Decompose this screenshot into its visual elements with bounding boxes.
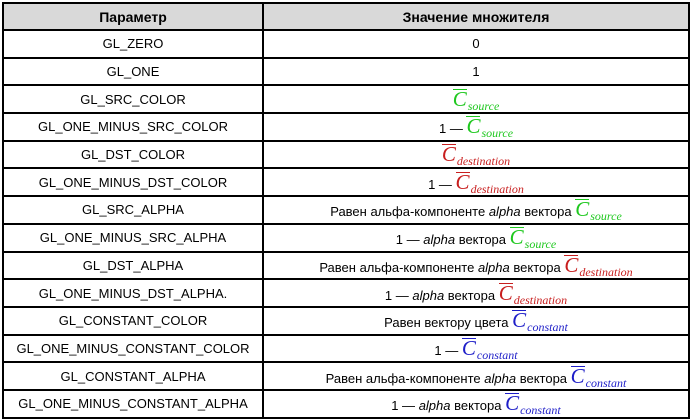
vector-c-source xyxy=(466,114,514,141)
param-cell: GL_ONE xyxy=(3,58,263,86)
vector-c-source xyxy=(575,197,622,224)
vector-letter: C xyxy=(512,308,527,333)
alpha-word: alpha xyxy=(412,287,445,303)
table-row xyxy=(3,252,689,280)
alpha-word: alpha xyxy=(477,259,510,275)
one-minus-text: 1 — xyxy=(384,287,409,303)
param-cell: GL_ONE_MINUS_DST_ALPHA. xyxy=(3,279,263,307)
vector-of-text: вектора xyxy=(519,370,568,386)
vector-c-constant xyxy=(570,363,627,390)
vector-letter: C xyxy=(575,197,590,222)
vector-c-source xyxy=(452,86,500,113)
vector-letter: C xyxy=(570,363,585,388)
value-cell xyxy=(263,224,689,252)
equal-alpha-text: Равен альфа-компоненте xyxy=(325,370,481,386)
alpha-word: alpha xyxy=(423,232,456,248)
param-cell: GL_ONE_MINUS_SRC_COLOR xyxy=(3,113,263,141)
vector-of-text: вектора xyxy=(524,204,572,220)
vector-subscript: destination xyxy=(470,181,524,196)
value-cell xyxy=(263,168,689,196)
vector-subscript: source xyxy=(467,98,500,113)
value-cell xyxy=(263,30,689,58)
equal-alpha-text: Равен альфа-компоненте xyxy=(330,204,486,220)
param-cell: GL_CONSTANT_ALPHA xyxy=(3,362,263,390)
value-cell xyxy=(263,141,689,169)
vector-of-text: вектора xyxy=(447,287,496,303)
table-row xyxy=(3,85,689,113)
vector-letter: C xyxy=(461,335,476,360)
vector-c-constant xyxy=(461,335,518,362)
param-cell: GL_ZERO xyxy=(3,30,263,58)
value-cell xyxy=(263,335,689,363)
vector-subscript: source xyxy=(481,126,514,141)
param-cell: GL_SRC_ALPHA xyxy=(3,196,263,224)
vector-letter: C xyxy=(498,280,513,305)
vector-of-text: вектора xyxy=(513,259,561,275)
vector-c-constant xyxy=(505,391,561,418)
one-minus-text: 1 — xyxy=(395,232,420,248)
vector-subscript: destination xyxy=(579,264,633,279)
vector-subscript: source xyxy=(590,209,622,224)
table-row xyxy=(3,335,689,363)
value-cell xyxy=(263,252,689,280)
one-minus-text: 1 — xyxy=(428,176,452,192)
vector-letter: C xyxy=(452,86,467,111)
table-row xyxy=(3,58,689,86)
alpha-word: alpha xyxy=(488,204,521,220)
param-cell: GL_ONE_MINUS_CONSTANT_COLOR xyxy=(3,335,263,363)
value-cell xyxy=(263,58,689,86)
header-param: Параметр xyxy=(3,3,263,30)
param-cell: GL_SRC_COLOR xyxy=(3,85,263,113)
vector-letter: C xyxy=(509,225,524,250)
param-cell: GL_ONE_MINUS_DST_COLOR xyxy=(3,168,263,196)
one-minus-text: 1 — xyxy=(434,342,459,358)
value-cell xyxy=(263,279,689,307)
table-row xyxy=(3,141,689,169)
table-row xyxy=(3,362,689,390)
alpha-word: alpha xyxy=(418,398,451,414)
header-value: Значение множителя xyxy=(263,3,689,30)
vector-subscript: constant xyxy=(585,375,627,390)
vector-letter: C xyxy=(505,391,520,416)
vector-letter: C xyxy=(564,252,579,277)
value-cell xyxy=(263,307,689,335)
vector-subscript: destination xyxy=(513,292,568,307)
vector-subscript: source xyxy=(524,237,557,252)
value-cell xyxy=(263,362,689,390)
vector-of-text: вектора xyxy=(454,398,502,414)
vector-subscript: constant xyxy=(476,347,518,362)
one-minus-text: 1 — xyxy=(391,398,416,414)
vector-c-source xyxy=(509,225,557,252)
vector-subscript: constant xyxy=(520,403,561,418)
table-row xyxy=(3,390,689,418)
value-cell xyxy=(263,85,689,113)
param-cell: GL_DST_COLOR xyxy=(3,141,263,169)
param-cell: GL_DST_ALPHA xyxy=(3,252,263,280)
alpha-word: alpha xyxy=(484,370,517,386)
table-row xyxy=(3,113,689,141)
value-cell xyxy=(263,113,689,141)
vector-subscript: destination xyxy=(456,154,511,169)
table-row xyxy=(3,30,689,58)
vector-letter: C xyxy=(466,114,481,139)
param-cell: GL_ONE_MINUS_CONSTANT_ALPHA xyxy=(3,390,263,418)
one-minus-text: 1 — xyxy=(438,121,463,137)
value-zero: 0 xyxy=(472,36,480,52)
value-one: 1 xyxy=(472,64,480,80)
equal-vector-color-text: Равен вектору цвета xyxy=(384,315,509,331)
vector-subscript: constant xyxy=(527,320,568,335)
table-row xyxy=(3,307,689,335)
param-cell: GL_ONE_MINUS_SRC_ALPHA xyxy=(3,224,263,252)
vector-of-text: вектора xyxy=(458,232,507,248)
vector-letter: C xyxy=(441,142,456,167)
table-row xyxy=(3,224,689,252)
vector-c-destination xyxy=(441,142,511,169)
table-row xyxy=(3,196,689,224)
value-cell xyxy=(263,196,689,224)
vector-c-constant xyxy=(512,308,568,335)
param-cell: GL_CONSTANT_COLOR xyxy=(3,307,263,335)
vector-c-destination xyxy=(455,169,524,196)
blend-factors-table xyxy=(2,2,690,419)
vector-c-destination xyxy=(564,252,633,279)
vector-c-destination xyxy=(498,280,568,307)
table-header-row xyxy=(3,3,689,30)
vector-letter: C xyxy=(455,169,470,194)
table-row xyxy=(3,279,689,307)
table-row xyxy=(3,168,689,196)
value-cell xyxy=(263,390,689,418)
equal-alpha-text: Равен альфа-компоненте xyxy=(319,259,475,275)
